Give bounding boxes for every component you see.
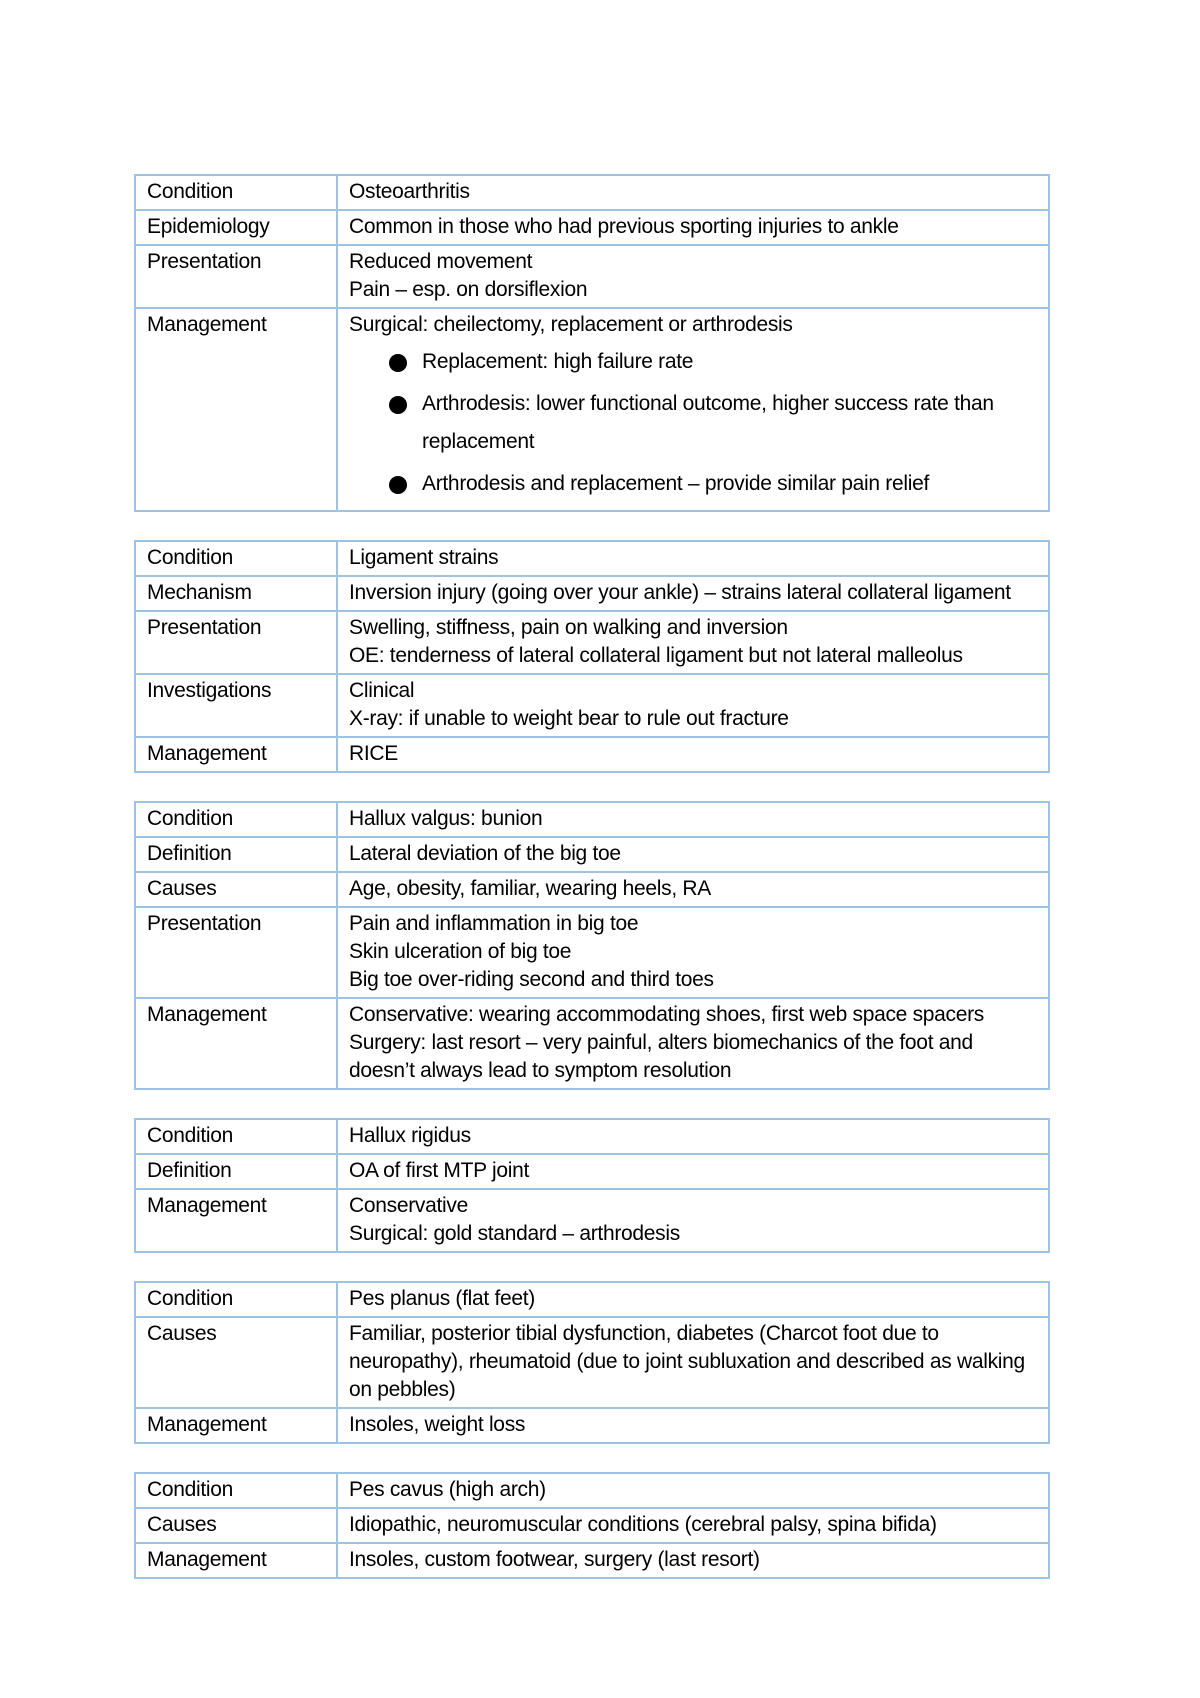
- row-label: Presentation: [135, 611, 337, 674]
- value-line: Reduced movement: [349, 250, 533, 273]
- table-row: [135, 611, 1049, 674]
- row-value: Age, obesity, familiar, wearing heels, RA: [337, 872, 1049, 907]
- row-label: Management: [135, 737, 337, 772]
- table-row: [135, 1508, 1049, 1543]
- value-line: OE: tenderness of lateral collateral ligament but not lateral malleolus: [349, 644, 963, 667]
- bullet-list: [349, 343, 1037, 503]
- table-row: [135, 1543, 1049, 1578]
- value-line: Swelling, stiffness, pain on walking and inversion: [349, 616, 788, 639]
- condition-name: Hallux rigidus: [337, 1119, 1049, 1154]
- value-line: Big toe over-riding second and third toes: [349, 968, 714, 991]
- bullet-item: Arthrodesis and replacement – provide similar pain relief: [389, 465, 1037, 503]
- condition-name: Osteoarthritis: [337, 175, 1049, 210]
- table-row: [135, 872, 1049, 907]
- row-value: [337, 1189, 1049, 1252]
- row-label: Condition: [135, 1282, 337, 1317]
- row-label: Management: [135, 1408, 337, 1443]
- value-line: X-ray: if unable to weight bear to rule out fracture: [349, 707, 789, 730]
- row-label: Causes: [135, 872, 337, 907]
- row-value: [337, 611, 1049, 674]
- table-row: [135, 576, 1049, 611]
- table-row: [135, 1154, 1049, 1189]
- row-value: [337, 907, 1049, 998]
- table-row: [135, 674, 1049, 737]
- condition-table-pes-cavus: [134, 1472, 1050, 1579]
- row-label: Management: [135, 1543, 337, 1578]
- condition-name: Pes cavus (high arch): [337, 1473, 1049, 1508]
- row-value: Idiopathic, neuromuscular conditions (cerebral palsy, spina bifida): [337, 1508, 1049, 1543]
- row-value: Inversion injury (going over your ankle) – strains lateral collateral ligament: [337, 576, 1049, 611]
- row-value: Insoles, weight loss: [337, 1408, 1049, 1443]
- condition-name: Ligament strains: [337, 541, 1049, 576]
- table-row: [135, 541, 1049, 576]
- table-row: [135, 1189, 1049, 1252]
- table-row: [135, 1408, 1049, 1443]
- row-label: Condition: [135, 541, 337, 576]
- condition-name: Hallux valgus: bunion: [337, 802, 1049, 837]
- row-label: Management: [135, 308, 337, 511]
- table-row: [135, 998, 1049, 1089]
- row-label: Presentation: [135, 245, 337, 308]
- row-value: [337, 674, 1049, 737]
- row-value: Insoles, custom footwear, surgery (last resort): [337, 1543, 1049, 1578]
- table-row: [135, 1282, 1049, 1317]
- table-row: [135, 802, 1049, 837]
- value-line: Skin ulceration of big toe: [349, 940, 572, 963]
- row-label: Condition: [135, 1473, 337, 1508]
- row-value: Lateral deviation of the big toe: [337, 837, 1049, 872]
- table-row: [135, 210, 1049, 245]
- condition-table-ligament-strains: [134, 540, 1050, 773]
- value-line: Conservative: [349, 1194, 468, 1217]
- row-label: Causes: [135, 1508, 337, 1543]
- row-label: Epidemiology: [135, 210, 337, 245]
- row-label: Investigations: [135, 674, 337, 737]
- value-line: Pain – esp. on dorsiflexion: [349, 278, 588, 301]
- value-line: Surgery: last resort – very painful, alters biomechanics of the foot and doesn’t always lead to symptom resolution: [349, 1031, 973, 1082]
- value-line: Surgical: cheilectomy, replacement or arthrodesis: [349, 313, 793, 336]
- table-row: [135, 737, 1049, 772]
- value-line: Surgical: gold standard – arthrodesis: [349, 1222, 680, 1245]
- value-line: Clinical: [349, 679, 415, 702]
- table-row: [135, 837, 1049, 872]
- row-label: Mechanism: [135, 576, 337, 611]
- table-row: [135, 1119, 1049, 1154]
- bullet-item: Replacement: high failure rate: [389, 343, 1037, 381]
- table-row: [135, 245, 1049, 308]
- condition-table-pes-planus: [134, 1281, 1050, 1444]
- row-label: Condition: [135, 175, 337, 210]
- bullet-item: Arthrodesis: lower functional outcome, higher success rate than replacement: [389, 385, 1037, 461]
- row-value: [337, 308, 1049, 511]
- table-row: [135, 1317, 1049, 1408]
- value-line: Pain and inflammation in big toe: [349, 912, 639, 935]
- value-line: Conservative: wearing accommodating shoes, first web space spacers: [349, 1003, 985, 1026]
- row-label: Definition: [135, 1154, 337, 1189]
- row-value: Familiar, posterior tibial dysfunction, diabetes (Charcot foot due to neuropathy), rheumatoid (due to joint subluxation and described as walking on pebbles): [337, 1317, 1049, 1408]
- row-value: [337, 245, 1049, 308]
- row-label: Management: [135, 998, 337, 1089]
- row-value: RICE: [337, 737, 1049, 772]
- condition-table-hallux-valgus: [134, 801, 1050, 1090]
- table-row: [135, 907, 1049, 998]
- row-label: Presentation: [135, 907, 337, 998]
- row-label: Management: [135, 1189, 337, 1252]
- document-body: [134, 174, 1050, 1607]
- table-row: [135, 1473, 1049, 1508]
- condition-table-osteoarthritis: [134, 174, 1050, 512]
- table-row: [135, 308, 1049, 511]
- row-label: Causes: [135, 1317, 337, 1408]
- condition-name: Pes planus (flat feet): [337, 1282, 1049, 1317]
- condition-table-hallux-rigidus: [134, 1118, 1050, 1253]
- row-label: Condition: [135, 1119, 337, 1154]
- row-value: [337, 998, 1049, 1089]
- table-row: [135, 175, 1049, 210]
- row-label: Condition: [135, 802, 337, 837]
- row-label: Definition: [135, 837, 337, 872]
- row-value: OA of first MTP joint: [337, 1154, 1049, 1189]
- row-value: Common in those who had previous sporting injuries to ankle: [337, 210, 1049, 245]
